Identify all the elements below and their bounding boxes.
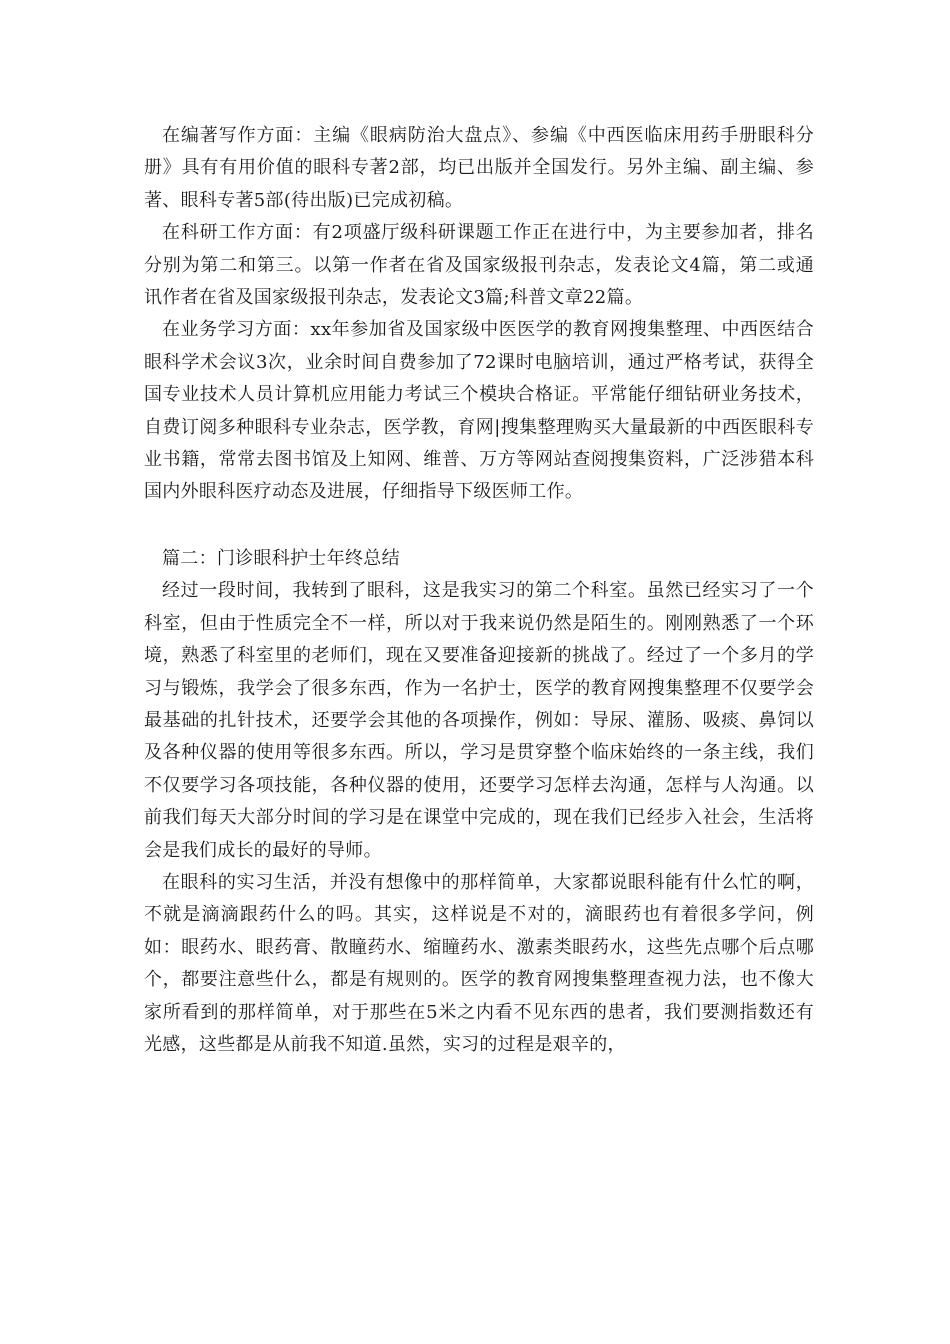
section-title: 篇二：门诊眼科护士年终总结 <box>162 547 400 569</box>
paragraph-writing: 在编著写作方面：主编《眼病防治大盘点》、参编《中西医临床用药手册眼科分册》具有有用价值的眼科专著2部，均已出版并全国发行。另外主编、副主编、参著、眼科专著5部(待出版)已完成初稿。 <box>144 125 814 211</box>
paragraph-internship-life: 在眼科的实习生活，并没有想像中的那样简单，大家都说眼科能有什么忙的啊，不就是滴滴跟药什么的吗。其实，这样说是不对的，滴眼药也有着很多学问，例如：眼药水、眼药膏、散瞳药水、缩瞳药水、激素类眼药水，这些先点哪个后点哪个，都要注意些什么，都是有规则的。医学的教育网搜集整理查视力法，也不像大家所看到的那样简单，对于那些在5米之内看不见东西的患者，我们要测指数还有光感，这些都是从前我不知道.虽然，实习的过程是艰辛的， <box>144 871 814 1055</box>
paragraph-research: 在科研工作方面：有2项盛厅级科研课题工作正在进行中，为主要参加者，排名分别为第二和第三。以第一作者在省及国家级报刊杂志，发表论文4篇，第二或通讯作者在省及国家级报刊杂志，发表论文3篇;科普文章22篇。 <box>144 222 814 309</box>
paragraph-study: 在业务学习方面：xx年参加省及国家级中医医学的教育网搜集整理、中西医结合眼科学术会议3次，业余时间自费参加了72课时电脑培训，通过严格考试，获得全国专业技术人员计算机应用能力考试三个模块合格证。平常能仔细钻研业务技术，自费订阅多种眼科专业杂志，医学教，育网|搜集整理购买大量最新的中西医眼科专业书籍，常常去图书馆及上知网、维普、万方等网站查阅搜集资料，广泛涉猎本科国内外眼科医疗动态及进展，仔细指导下级医师工作。 <box>144 319 814 503</box>
section-gap <box>144 509 814 543</box>
document-body <box>144 120 814 1061</box>
paragraph-internship-intro: 经过一段时间，我转到了眼科，这是我实习的第二个科室。虽然已经实习了一个科室，但由于性质完全不一样，所以对于我来说仍然是陌生的。刚刚熟悉了一个环境，熟悉了科室里的老师们，现在又要准备迎接新的挑战了。经过了一个多月的学习与锻炼，我学会了很多东西，作为一名护士，医学的教育网搜集整理不仅要学会最基础的扎针技术，还要学会其他的各项操作，例如：导尿、灌肠、吸痰、鼻饲以及各种仪器的使用等很多东西。所以，学习是贯穿整个临床始终的一条主线，我们不仅要学习各项技能，各种仪器的使用，还要学习怎样去沟通，怎样与人沟通。以前我们每天大部分时间的学习是在课堂中完成的，现在我们已经步入社会，生活将会是我们成长的最好的导师。 <box>144 580 814 861</box>
